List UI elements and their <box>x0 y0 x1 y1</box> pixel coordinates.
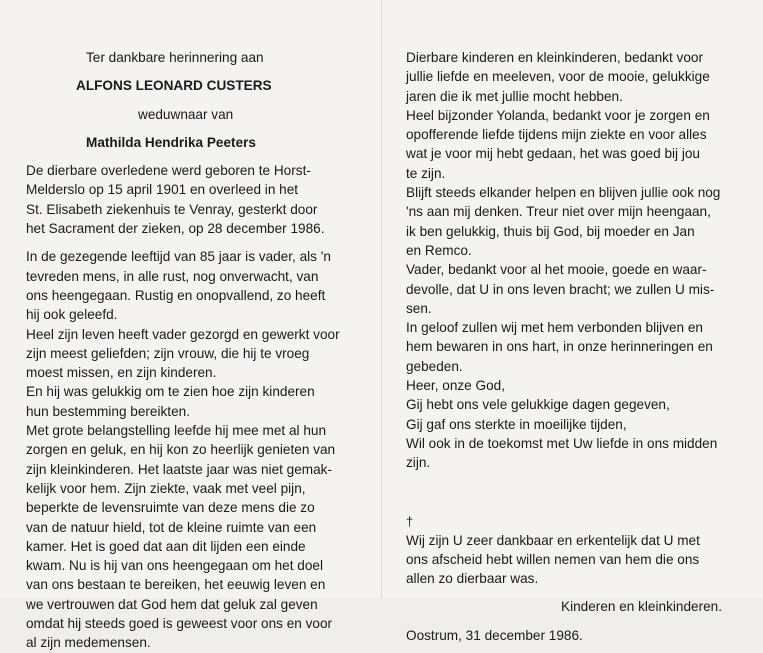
text-line: zijn. <box>406 455 431 471</box>
text-line: allen zo dierbaar was. <box>406 571 539 587</box>
cross-icon: † <box>406 513 414 529</box>
text-line: en Remco. <box>406 242 472 258</box>
text-line: omdat hij steeds goed is geweest voor ons en voor <box>26 616 333 632</box>
text-line: zijn kleinkinderen. Het laatste jaar was niet gemak- <box>26 461 333 477</box>
text-line: te zijn. <box>406 165 446 181</box>
spouse-name: Mathilda Hendrika Peeters <box>86 134 256 150</box>
deceased-name: ALFONS LEONARD CUSTERS <box>76 78 272 94</box>
text-line: hun bestemming bereikten. <box>26 403 190 419</box>
text-line: Met grote belangstelling leefde hij mee met al hun <box>26 423 326 439</box>
text-line: 'ns aan mij denken. Treur niet over mijn heengaan, <box>406 204 711 220</box>
text-line: Wil ook in de toekomst met Uw liefde in ons midden <box>406 435 718 451</box>
text-line: van ons bestaan te bereiken, het eeuwig leven en <box>26 577 326 593</box>
text-line: zorgen en geluk, en hij kon zo heerlijk genieten van <box>26 442 336 458</box>
place-date-line: Oostrum, 31 december 1986. <box>406 627 583 643</box>
text-line: kamer. Het is goed dat aan dit lijden een einde <box>26 538 306 554</box>
text-line: Heer, onze God, <box>406 378 505 394</box>
text-line: sen. <box>406 300 432 316</box>
text-line: Dierbare kinderen en kleinkinderen, bedankt voor <box>406 50 703 65</box>
text-line: ons afscheid hebt willen nemen van hem die ons <box>406 551 700 567</box>
text-line: kelijk voor hem. Zijn ziekte, vaak met veel pijn, <box>26 480 306 496</box>
text-line: het Sacrament der zieken, op 28 december 1986. <box>26 221 325 237</box>
text-line: devolle, dat U in ons leven bracht; we zullen U mis- <box>406 281 715 297</box>
text-line: St. Elisabeth ziekenhuis te Venray, gesterkt door <box>26 201 318 217</box>
text-line: gebeden. <box>406 358 463 374</box>
text-line: In de gezegende leeftijd van 85 jaar is vader, als 'n <box>26 249 331 265</box>
text-line: Gij gaf ons sterkte in moeilijke tijden, <box>406 416 627 432</box>
text-line: Gij hebt ons vele gelukkige dagen gegeven, <box>406 397 670 413</box>
text-line: ik ben gelukkig, thuis bij God, bij moeder en Jan <box>406 223 695 239</box>
text-line: Melderslo op 15 april 1901 en overleed in het <box>26 182 299 198</box>
dedication-line: Ter dankbare herinnering aan <box>86 50 264 65</box>
farewell-message <box>406 48 726 473</box>
text-line: moest missen, en zijn kinderen. <box>26 365 217 381</box>
thanks-message <box>406 531 726 589</box>
text-line: De dierbare overledene werd geboren te Horst- <box>26 163 311 179</box>
text-line: hem bewaren in ons hart, in onze herinneringen en <box>406 339 713 355</box>
text-line: zijn meest geliefden; zijn vrouw, die hij te vroeg <box>26 345 310 361</box>
birth-death-paragraph <box>26 161 354 238</box>
text-line: Wij zijn U zeer dankbaar en erkentelijk dat U met <box>406 532 700 548</box>
text-line: opofferende liefde tijdens mijn ziekte en voor alles <box>406 127 707 143</box>
text-line: ons heengegaan. Rustig en onopvallend, zo heeft <box>26 287 326 303</box>
left-column <box>26 48 354 653</box>
text-line: wat je voor mij hebt gedaan, het was goed bij jou <box>406 146 700 162</box>
life-paragraph <box>26 247 354 652</box>
card-fold <box>381 0 382 598</box>
relation-line: weduwnaar van <box>138 106 234 122</box>
signature-line: Kinderen en kleinkinderen. <box>561 599 722 615</box>
right-column <box>406 48 726 645</box>
text-line: jullie liefde en meeleven, voor de mooie, gelukkige <box>406 69 710 85</box>
text-line: Heel zijn leven heeft vader gezorgd en gewerkt voor <box>26 326 340 342</box>
text-line: al zijn medemensen. <box>26 635 151 651</box>
text-line: jaren die ik met jullie mocht hebben. <box>406 88 623 104</box>
text-line: beperkte de levensruimte van deze mens die zo <box>26 500 315 516</box>
text-line: van de natuur hield, tot de kleine ruimte van een <box>26 519 317 535</box>
text-line: In geloof zullen wij met hem verbonden blijven en <box>406 320 703 336</box>
text-line: Vader, bedankt voor al het mooie, goede en waar- <box>406 262 707 278</box>
text-line: En hij was gelukkig om te zien hoe zijn kinderen <box>26 384 315 400</box>
text-line: tevreden mens, in alle rust, nog onverwacht, van <box>26 268 319 284</box>
text-line: kwam. Nu is hij van ons heengegaan om het doel <box>26 558 323 574</box>
text-line: we vertrouwen dat God hem dat geluk zal geven <box>26 596 318 612</box>
text-line: hij ook geleefd. <box>26 307 118 323</box>
text-line: Heel bijzonder Yolanda, bedankt voor je zorgen en <box>406 107 710 123</box>
text-line: Blijft steeds elkander helpen en blijven jullie ook nog <box>406 185 721 201</box>
